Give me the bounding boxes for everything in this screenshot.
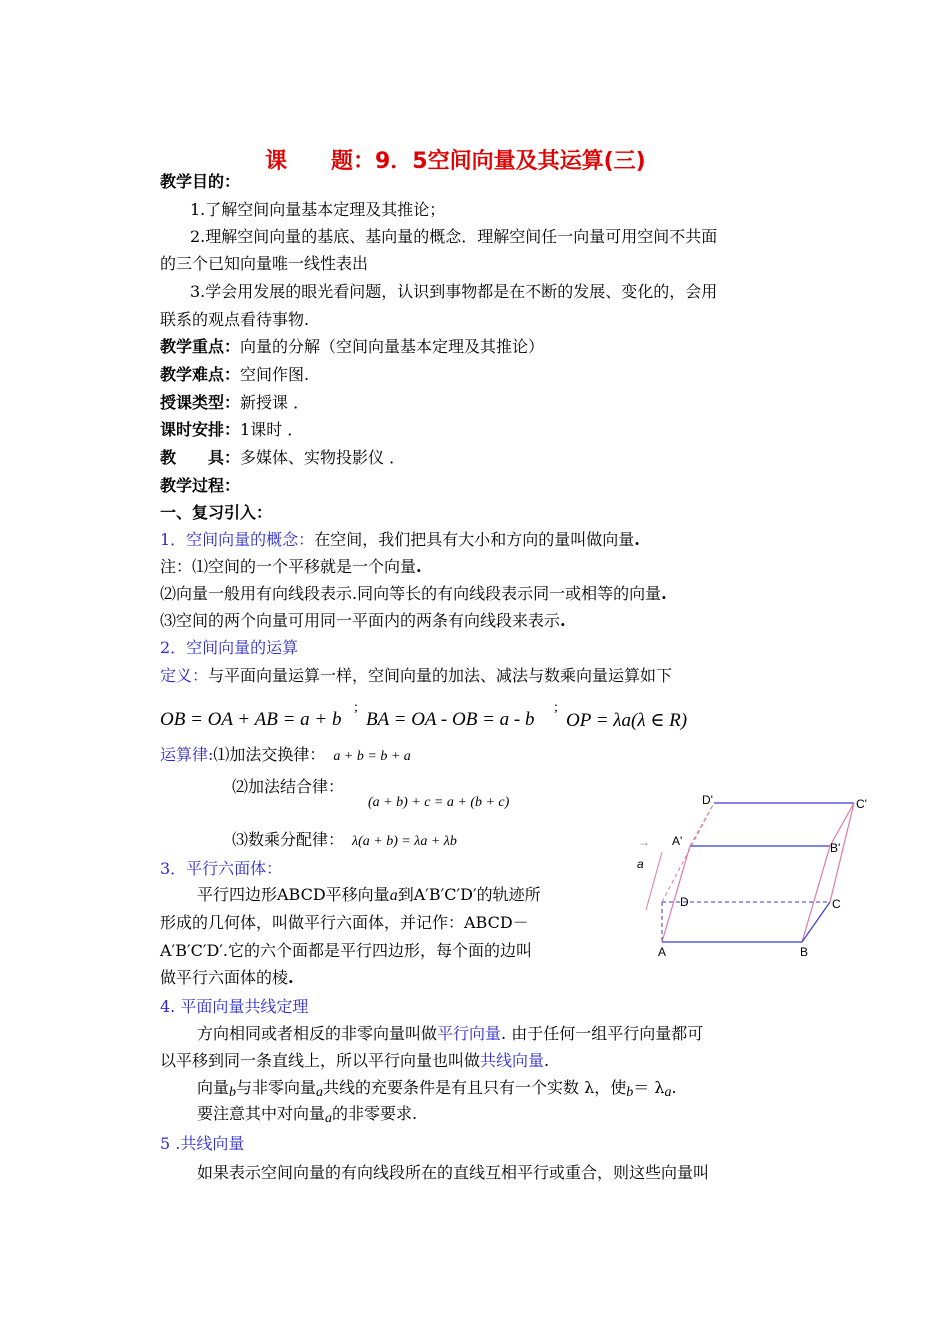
formula-scalar: OP = λa(λ ∈ R) — [566, 710, 688, 731]
tools-label: 教 具： — [160, 448, 241, 467]
goal-3a: 3.学会用发展的眼光看问题，认识到事物都是在不断的发展、变化的，会用 — [190, 282, 718, 301]
note-2: ⑵向量一般用有向线段表示.同向等长的有向线段表示同一或相等的向量. — [160, 584, 667, 603]
key-text: 向量的分解（空间向量基本定理及其推论） — [240, 337, 545, 356]
law-1-formula: a + b = b + a — [333, 749, 411, 764]
section-5-heading: 5 .共线向量 — [160, 1134, 245, 1153]
s4-d-2: 的非零要求. — [332, 1104, 418, 1123]
goal-2b: 的三个已知向量唯一线性表出 — [160, 254, 369, 273]
law-3-formula: λ(a + b) = λa + λb — [352, 834, 457, 849]
section-1-heading: 1．空间向量的概念： — [160, 530, 315, 549]
key-line — [160, 337, 544, 357]
s4-c-1: 向量 — [197, 1078, 230, 1097]
s4-c-a: a — [316, 1085, 324, 1100]
s3-a-pre: 平行四边形ABCD平移向量 — [197, 885, 390, 904]
goal-label: 教学目的： — [160, 172, 241, 191]
note-2-text: ⑵向量一般用有向线段表示.同向等长的有向线段表示同一或相等的向量 — [160, 584, 662, 603]
definition-text: 与平面向量运算一样，空间向量的加法、减法与数乘向量运算如下 — [208, 666, 673, 685]
vector-a-line — [646, 852, 662, 910]
law-1-line — [160, 745, 411, 767]
formula-add: OB = OA + AB = a + b — [160, 709, 342, 730]
edge-bb1 — [802, 846, 830, 942]
label-c1: C' — [856, 797, 867, 811]
s4-a-pre: 方向相同或者相反的非零向量叫做 — [197, 1024, 438, 1043]
s4-d-1: 要注意其中对向量 — [197, 1104, 326, 1123]
time-line — [160, 420, 303, 440]
label-b1: B' — [830, 841, 841, 855]
section-5-line-a: 如果表示空间向量的有向线段所在的直线互相平行或重合，则这些向量叫 — [197, 1163, 710, 1182]
edge-bc — [802, 902, 830, 942]
s4-c-5: . — [671, 1078, 677, 1097]
s4-d-a: a — [325, 1111, 333, 1126]
edge-a1d1 — [690, 803, 714, 846]
edge-b1c1 — [830, 803, 854, 846]
s4-b-post: . — [544, 1051, 550, 1070]
formula-sub: BA = OA - OB = a - b — [366, 709, 535, 730]
law-2-label: ⑵加法结合律： — [232, 777, 345, 796]
law-3-line — [232, 830, 457, 852]
section-3-line-c: A′B′C′D′.它的六个面都是平行四边形，每个面的边叫 — [160, 941, 533, 960]
law-1-label: ⑴加法交换律： — [213, 745, 326, 764]
diff-text: 空间作图. — [240, 365, 310, 384]
note-3: ⑶空间的两个向量可用同一平面内的两条有向线段来表示. — [160, 611, 566, 630]
label-d: D — [680, 895, 689, 909]
s4-c-b2: b — [626, 1085, 634, 1100]
goal-3b: 联系的观点看待事物. — [160, 310, 310, 329]
section-3-line-a — [197, 885, 541, 906]
process-label: 教学过程： — [160, 476, 241, 495]
section-3-line-b: 形成的几何体，叫做平行六面体，并记作：ABCD－ — [160, 913, 529, 932]
label-d1: D' — [702, 793, 713, 807]
page-title: 课 题：9．5空间向量及其运算(三) — [265, 149, 646, 174]
s4-c-a2: a — [664, 1085, 672, 1100]
time-label: 课时安排： — [160, 420, 241, 439]
s4-c-2: 与非零向量 — [236, 1078, 317, 1097]
parallelepiped-figure — [632, 790, 882, 970]
section-4-line-a — [197, 1024, 703, 1044]
s3-a-var: a — [389, 887, 398, 904]
type-text: 新授课 ． — [240, 393, 310, 412]
label-a: A — [658, 945, 667, 959]
note-1: 注：⑴空间的一个平移就是一个向量. — [160, 557, 422, 576]
goal-2a: 2.理解空间向量的基底、基向量的概念．理解空间任一向量可用空间不共面 — [190, 227, 718, 246]
tools-text: 多媒体、实物投影仪 ． — [240, 448, 406, 467]
s4-b-pre: 以平移到同一条直线上，所以平行向量也叫做 — [160, 1051, 481, 1070]
key-label: 教学重点： — [160, 337, 241, 356]
law-label: 运算律: — [160, 745, 214, 764]
s3-d-text: 做平行六面体的棱 — [160, 968, 289, 987]
goal-1: 1.了解空间向量基本定理及其推论； — [190, 200, 446, 219]
diff-line — [160, 365, 309, 385]
definition-line — [160, 666, 672, 686]
note-1-text: 注：⑴空间的一个平移就是一个向量 — [160, 557, 417, 576]
s4-a-term: 平行向量 — [437, 1024, 502, 1043]
label-a1: A' — [672, 834, 683, 848]
section-4-line-d — [197, 1104, 417, 1129]
vector-arrow-icon: → — [638, 835, 650, 849]
s4-c-4: ＝ λ — [633, 1078, 665, 1097]
diff-label: 教学难点： — [160, 365, 241, 384]
section-3-line-d: 做平行六面体的棱. — [160, 968, 294, 987]
s3-a-post: 到A′B′C′D′的轨迹所 — [397, 885, 541, 904]
label-b: B — [800, 945, 809, 959]
section-4-line-c — [197, 1078, 677, 1103]
review-heading: 一、复习引入： — [160, 503, 273, 522]
s4-c-3: 共线的充要条件是有且只有一个实数 λ，使 — [323, 1078, 627, 1097]
law-3-label: ⑶数乘分配律： — [232, 830, 345, 849]
s4-a-post: . 由于任何一组平行向量都可 — [501, 1024, 704, 1043]
tools-line — [160, 448, 405, 468]
section-3-heading: 3．平行六面体： — [160, 859, 283, 878]
section-4-heading: 4. 平面向量共线定理 — [160, 997, 309, 1016]
type-label: 授课类型： — [160, 393, 241, 412]
section-2-heading: 2．空间向量的运算 — [160, 638, 299, 657]
section-1-text: 在空间，我们把具有大小和方向的量叫做向量 — [314, 530, 635, 549]
section-1: 1．空间向量的概念：在空间，我们把具有大小和方向的量叫做向量. — [160, 530, 640, 549]
law-2-formula: (a + b) + c = a + (b + c) — [368, 795, 510, 810]
note-3-text: ⑶空间的两个向量可用同一平面内的两条有向线段来表示 — [160, 611, 561, 630]
s4-b-term: 共线向量 — [480, 1051, 545, 1070]
section-4-line-b — [160, 1051, 549, 1071]
s4-c-b: b — [229, 1085, 237, 1100]
label-c: C — [832, 897, 841, 911]
type-line — [160, 393, 309, 413]
definition-label: 定义： — [160, 666, 209, 685]
time-text: 1课时 ． — [240, 420, 304, 439]
vector-a-label: a — [637, 857, 644, 871]
